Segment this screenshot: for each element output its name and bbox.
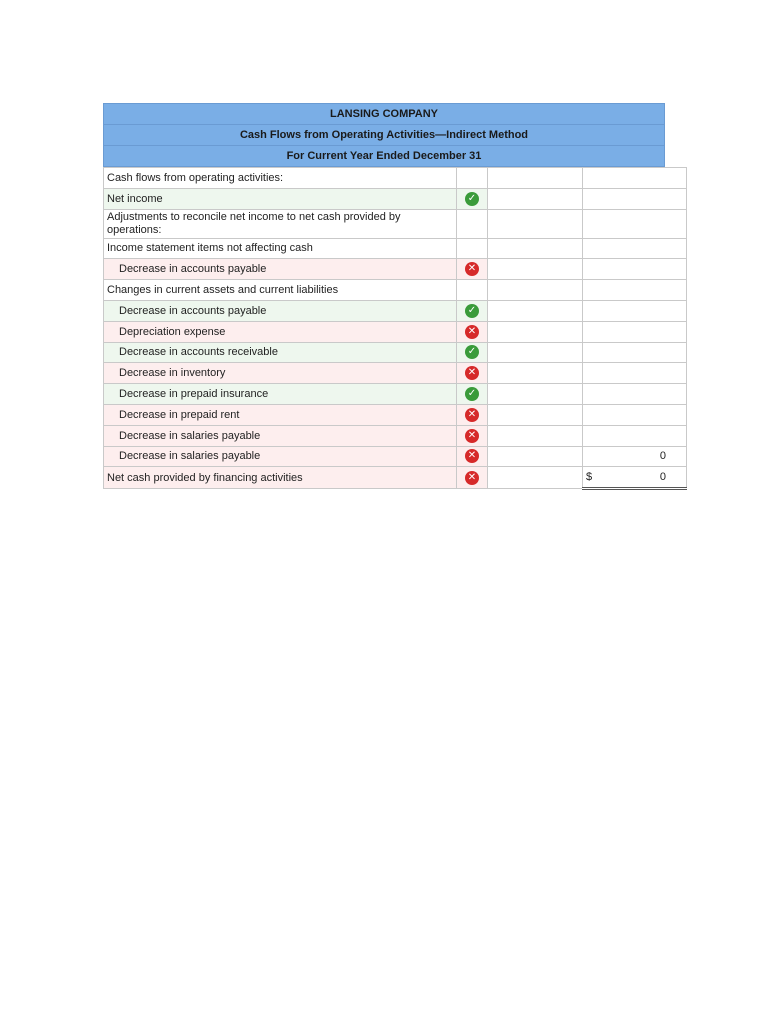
row-label[interactable]: Decrease in accounts receivable — [104, 342, 457, 363]
table-row — [104, 321, 687, 342]
statement-title: Cash Flows from Operating Activities—Indirect Method — [103, 124, 665, 145]
amount-input[interactable] — [488, 363, 583, 384]
total-input[interactable] — [583, 259, 687, 280]
total-input[interactable] — [583, 404, 687, 425]
status-cell — [457, 168, 488, 189]
table-row — [104, 384, 687, 405]
row-label: Changes in current assets and current liabilities — [104, 280, 457, 301]
status-cell — [457, 446, 488, 467]
x-circle-icon: ✕ — [465, 325, 479, 339]
total-input[interactable] — [583, 188, 687, 209]
table-row — [104, 342, 687, 363]
table-row — [104, 168, 687, 189]
table-row — [104, 238, 687, 259]
x-circle-icon: ✕ — [465, 262, 479, 276]
amount-input[interactable] — [488, 259, 583, 280]
row-label[interactable]: Decrease in prepaid rent — [104, 404, 457, 425]
status-cell — [457, 425, 488, 446]
status-cell — [457, 259, 488, 280]
check-circle-icon: ✓ — [465, 387, 479, 401]
row-label: Income statement items not affecting cash — [104, 238, 457, 259]
x-circle-icon: ✕ — [465, 429, 479, 443]
company-name: LANSING COMPANY — [103, 103, 665, 124]
total-input[interactable] — [583, 300, 687, 321]
cash-flow-table — [103, 167, 687, 490]
table-row — [104, 425, 687, 446]
row-label: Adjustments to reconcile net income to net cash provided by operations: — [104, 209, 457, 238]
row-label[interactable]: Net cash provided by financing activities — [104, 467, 457, 489]
table-row — [104, 188, 687, 209]
amount-input[interactable] — [488, 446, 583, 467]
status-cell — [457, 363, 488, 384]
table-row — [104, 259, 687, 280]
amount-input[interactable] — [488, 425, 583, 446]
table-row — [104, 467, 687, 489]
cash-flow-statement — [103, 103, 665, 490]
amount-input[interactable] — [488, 188, 583, 209]
amount-input[interactable] — [488, 467, 583, 489]
table-row — [104, 363, 687, 384]
status-cell — [457, 342, 488, 363]
amount-input[interactable] — [488, 342, 583, 363]
table-row — [104, 404, 687, 425]
status-cell — [457, 300, 488, 321]
statement-period: For Current Year Ended December 31 — [103, 145, 665, 167]
total-input[interactable] — [583, 321, 687, 342]
amount-input[interactable] — [488, 168, 583, 189]
currency-symbol: $ — [586, 471, 593, 484]
status-cell — [457, 384, 488, 405]
status-cell — [457, 321, 488, 342]
total-input[interactable] — [583, 238, 687, 259]
amount-input[interactable] — [488, 384, 583, 405]
table-row — [104, 300, 687, 321]
status-cell — [457, 467, 488, 489]
amount-input[interactable] — [488, 238, 583, 259]
table-row — [104, 280, 687, 301]
total-input[interactable] — [583, 425, 687, 446]
row-label[interactable]: Decrease in accounts payable — [104, 300, 457, 321]
x-circle-icon: ✕ — [465, 471, 479, 485]
total-input[interactable] — [583, 342, 687, 363]
status-cell — [457, 238, 488, 259]
subtotal-value[interactable]: 0 — [583, 446, 687, 467]
net-cash-total[interactable] — [583, 467, 687, 489]
x-circle-icon: ✕ — [465, 408, 479, 422]
amount-input[interactable] — [488, 280, 583, 301]
row-label[interactable]: Decrease in salaries payable — [104, 446, 457, 467]
status-cell — [457, 280, 488, 301]
amount-input[interactable] — [488, 404, 583, 425]
total-input[interactable] — [583, 209, 687, 238]
total-input[interactable] — [583, 280, 687, 301]
total-input[interactable] — [583, 363, 687, 384]
row-label[interactable]: Net income — [104, 188, 457, 209]
status-cell — [457, 188, 488, 209]
row-label[interactable]: Decrease in prepaid insurance — [104, 384, 457, 405]
amount-input[interactable] — [488, 209, 583, 238]
check-circle-icon: ✓ — [465, 345, 479, 359]
amount-input[interactable] — [488, 300, 583, 321]
row-label[interactable]: Decrease in salaries payable — [104, 425, 457, 446]
status-cell — [457, 404, 488, 425]
x-circle-icon: ✕ — [465, 449, 479, 463]
total-input[interactable] — [583, 168, 687, 189]
check-circle-icon: ✓ — [465, 304, 479, 318]
status-cell — [457, 209, 488, 238]
table-row — [104, 446, 687, 467]
check-circle-icon: ✓ — [465, 192, 479, 206]
row-label: Cash flows from operating activities: — [104, 168, 457, 189]
total-input[interactable] — [583, 384, 687, 405]
net-cash-value: 0 — [659, 471, 666, 484]
amount-input[interactable] — [488, 321, 583, 342]
x-circle-icon: ✕ — [465, 366, 479, 380]
row-label[interactable]: Depreciation expense — [104, 321, 457, 342]
table-row — [104, 209, 687, 238]
row-label[interactable]: Decrease in inventory — [104, 363, 457, 384]
row-label[interactable]: Decrease in accounts payable — [104, 259, 457, 280]
